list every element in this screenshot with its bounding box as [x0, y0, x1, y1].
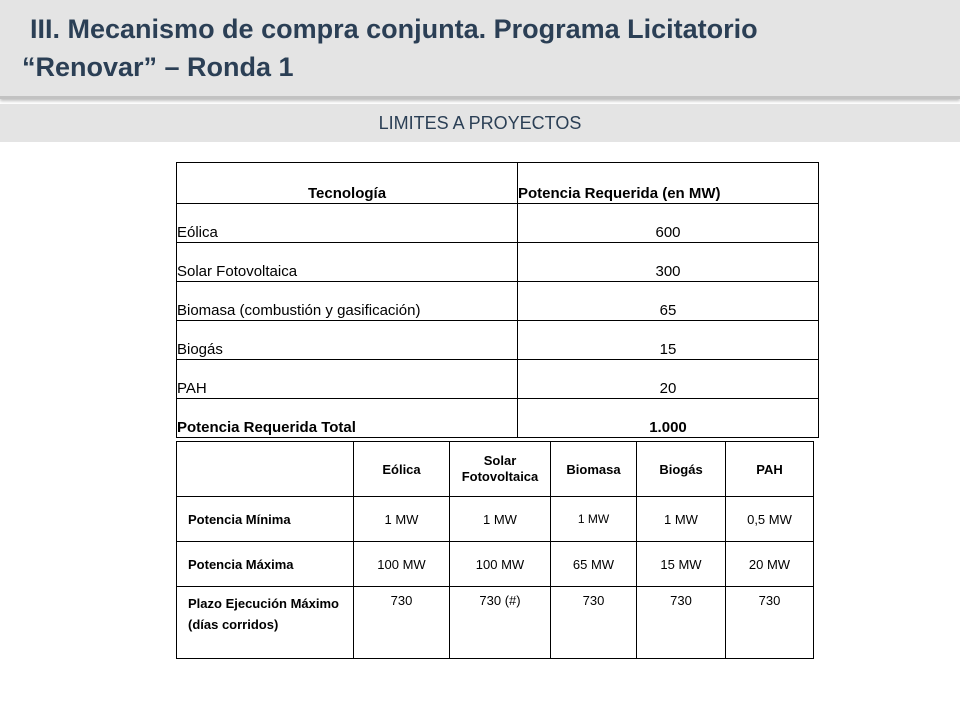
table-total-row — [177, 399, 819, 438]
technology-cell: Solar Fotovoltaica — [177, 243, 518, 282]
power-cell: 600 — [518, 204, 819, 243]
value-cell: 1 MW — [637, 497, 726, 542]
title-line-1: III. Mecanismo de compra conjunta. Programa Licitatorio — [30, 14, 758, 44]
power-cell: 65 — [518, 282, 819, 321]
value-cell: 730 (#) — [450, 587, 551, 659]
table-header-row — [177, 442, 814, 497]
row-label-max-power: Potencia Máxima — [177, 542, 354, 587]
value-cell: 15 MW — [637, 542, 726, 587]
subtitle-bar — [0, 104, 960, 142]
table-row — [177, 497, 814, 542]
row-label-min-power: Potencia Mínima — [177, 497, 354, 542]
value-cell: 730 — [637, 587, 726, 659]
power-cell: 300 — [518, 243, 819, 282]
column-header-eolica: Eólica — [354, 442, 450, 497]
value-cell: 730 — [726, 587, 814, 659]
table-row — [177, 587, 814, 659]
slide-title — [22, 10, 952, 86]
column-header-biomasa: Biomasa — [551, 442, 637, 497]
table-row — [177, 204, 819, 243]
table-row — [177, 542, 814, 587]
row-label-execution-term: Plazo Ejecución Máximo (días corridos) — [177, 587, 354, 659]
technology-cell: Biogás — [177, 321, 518, 360]
column-header-technology: Tecnología — [177, 163, 518, 204]
value-cell: 730 — [354, 587, 450, 659]
value-cell: 1 MW — [450, 497, 551, 542]
table-row — [177, 282, 819, 321]
table-row — [177, 321, 819, 360]
power-cell: 20 — [518, 360, 819, 399]
value-cell: 0,5 MW — [726, 497, 814, 542]
value-cell: 730 — [551, 587, 637, 659]
column-header-required-power: Potencia Requerida (en MW) — [518, 163, 819, 204]
power-cell: 15 — [518, 321, 819, 360]
project-limits-table — [176, 441, 814, 659]
value-cell: 100 MW — [450, 542, 551, 587]
empty-header-cell — [177, 442, 354, 497]
column-header-pah: PAH — [726, 442, 814, 497]
total-value-cell: 1.000 — [518, 399, 819, 438]
value-cell: 100 MW — [354, 542, 450, 587]
title-line-2: “Renovar” – Ronda 1 — [22, 52, 294, 82]
required-power-table — [176, 162, 819, 438]
technology-cell: Biomasa (combustión y gasificación) — [177, 282, 518, 321]
value-cell: 1 MW — [551, 497, 637, 542]
slide-subtitle: LIMITES A PROYECTOS — [378, 113, 582, 133]
table-row — [177, 243, 819, 282]
table-header-row — [177, 163, 819, 204]
column-header-biogas: Biogás — [637, 442, 726, 497]
total-label-cell: Potencia Requerida Total — [177, 399, 518, 438]
value-cell: 20 MW — [726, 542, 814, 587]
slide-header — [0, 0, 960, 99]
value-cell: 65 MW — [551, 542, 637, 587]
column-header-solar: Solar Fotovoltaica — [450, 442, 551, 497]
technology-cell: PAH — [177, 360, 518, 399]
value-cell: 1 MW — [354, 497, 450, 542]
table-row — [177, 360, 819, 399]
technology-cell: Eólica — [177, 204, 518, 243]
